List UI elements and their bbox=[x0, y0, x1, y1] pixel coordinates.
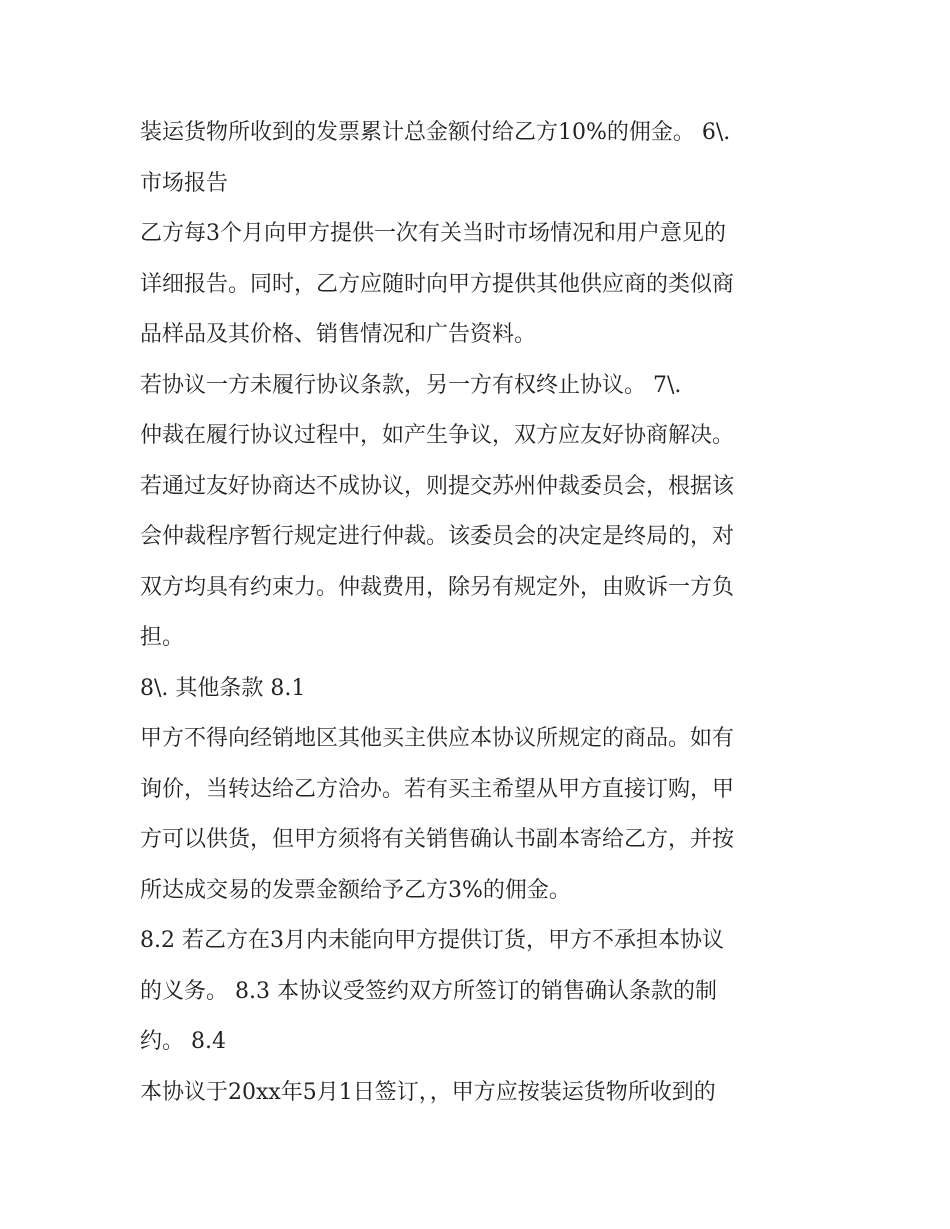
text-line: 会仲裁程序暂行规定进行仲裁。该委员会的决定是终局的，对 bbox=[140, 524, 735, 549]
document-body bbox=[140, 108, 820, 1118]
text-line: 8\. 其他条款 8.1 bbox=[140, 675, 306, 701]
text-line: 甲方不得向经销地区其他买主供应本协议所规定的商品。如有 bbox=[140, 726, 735, 751]
text-line: 约。 8.4 bbox=[140, 1029, 226, 1054]
text-line: 乙方每3个月向甲方提供一次有关当时市场情况和用户意见的 bbox=[140, 221, 726, 246]
text-line: 担。 bbox=[140, 625, 185, 650]
text-line: 若协议一方未履行协议条款，另一方有权终止协议。 7\. bbox=[140, 372, 682, 398]
text-line: 所达成交易的发票金额给予乙方3%的佣金。 bbox=[140, 877, 571, 903]
text-line: 详细报告。同时，乙方应随时向甲方提供其他供应商的类似商 bbox=[140, 271, 735, 297]
text-line: 询价，当转达给乙方洽办。若有买主希望从甲方直接订购，甲 bbox=[140, 776, 735, 802]
text-line: 本协议于20xx年5月1日签订，，甲方应按装运货物所收到的 bbox=[140, 1079, 716, 1105]
text-line: 若通过友好协商达不成协议，则提交苏州仲裁委员会，根据该 bbox=[140, 473, 735, 499]
text-line: 仲裁在履行协议过程中，如产生争议，双方应友好协商解决。 bbox=[140, 423, 735, 448]
text-line: 8.2 若乙方在3月内未能向甲方提供订货，甲方不承担本协议 bbox=[140, 928, 724, 953]
text-line: 的义务。 8.3 本协议受签约双方所签订的销售确认条款的制 bbox=[140, 978, 717, 1004]
text-line: 双方均具有约束力。仲裁费用，除另有规定外，由败诉一方负 bbox=[140, 574, 735, 600]
text-line: 装运货物所收到的发票累计总金额付给乙方10%的佣金。 6\. bbox=[140, 120, 731, 145]
text-line: 品样品及其价格、销售情况和广告资料。 bbox=[140, 322, 537, 347]
text-line: 方可以供货，但甲方须将有关销售确认书副本寄给乙方，并按 bbox=[140, 827, 735, 852]
text-line: 市场报告 bbox=[140, 170, 229, 196]
